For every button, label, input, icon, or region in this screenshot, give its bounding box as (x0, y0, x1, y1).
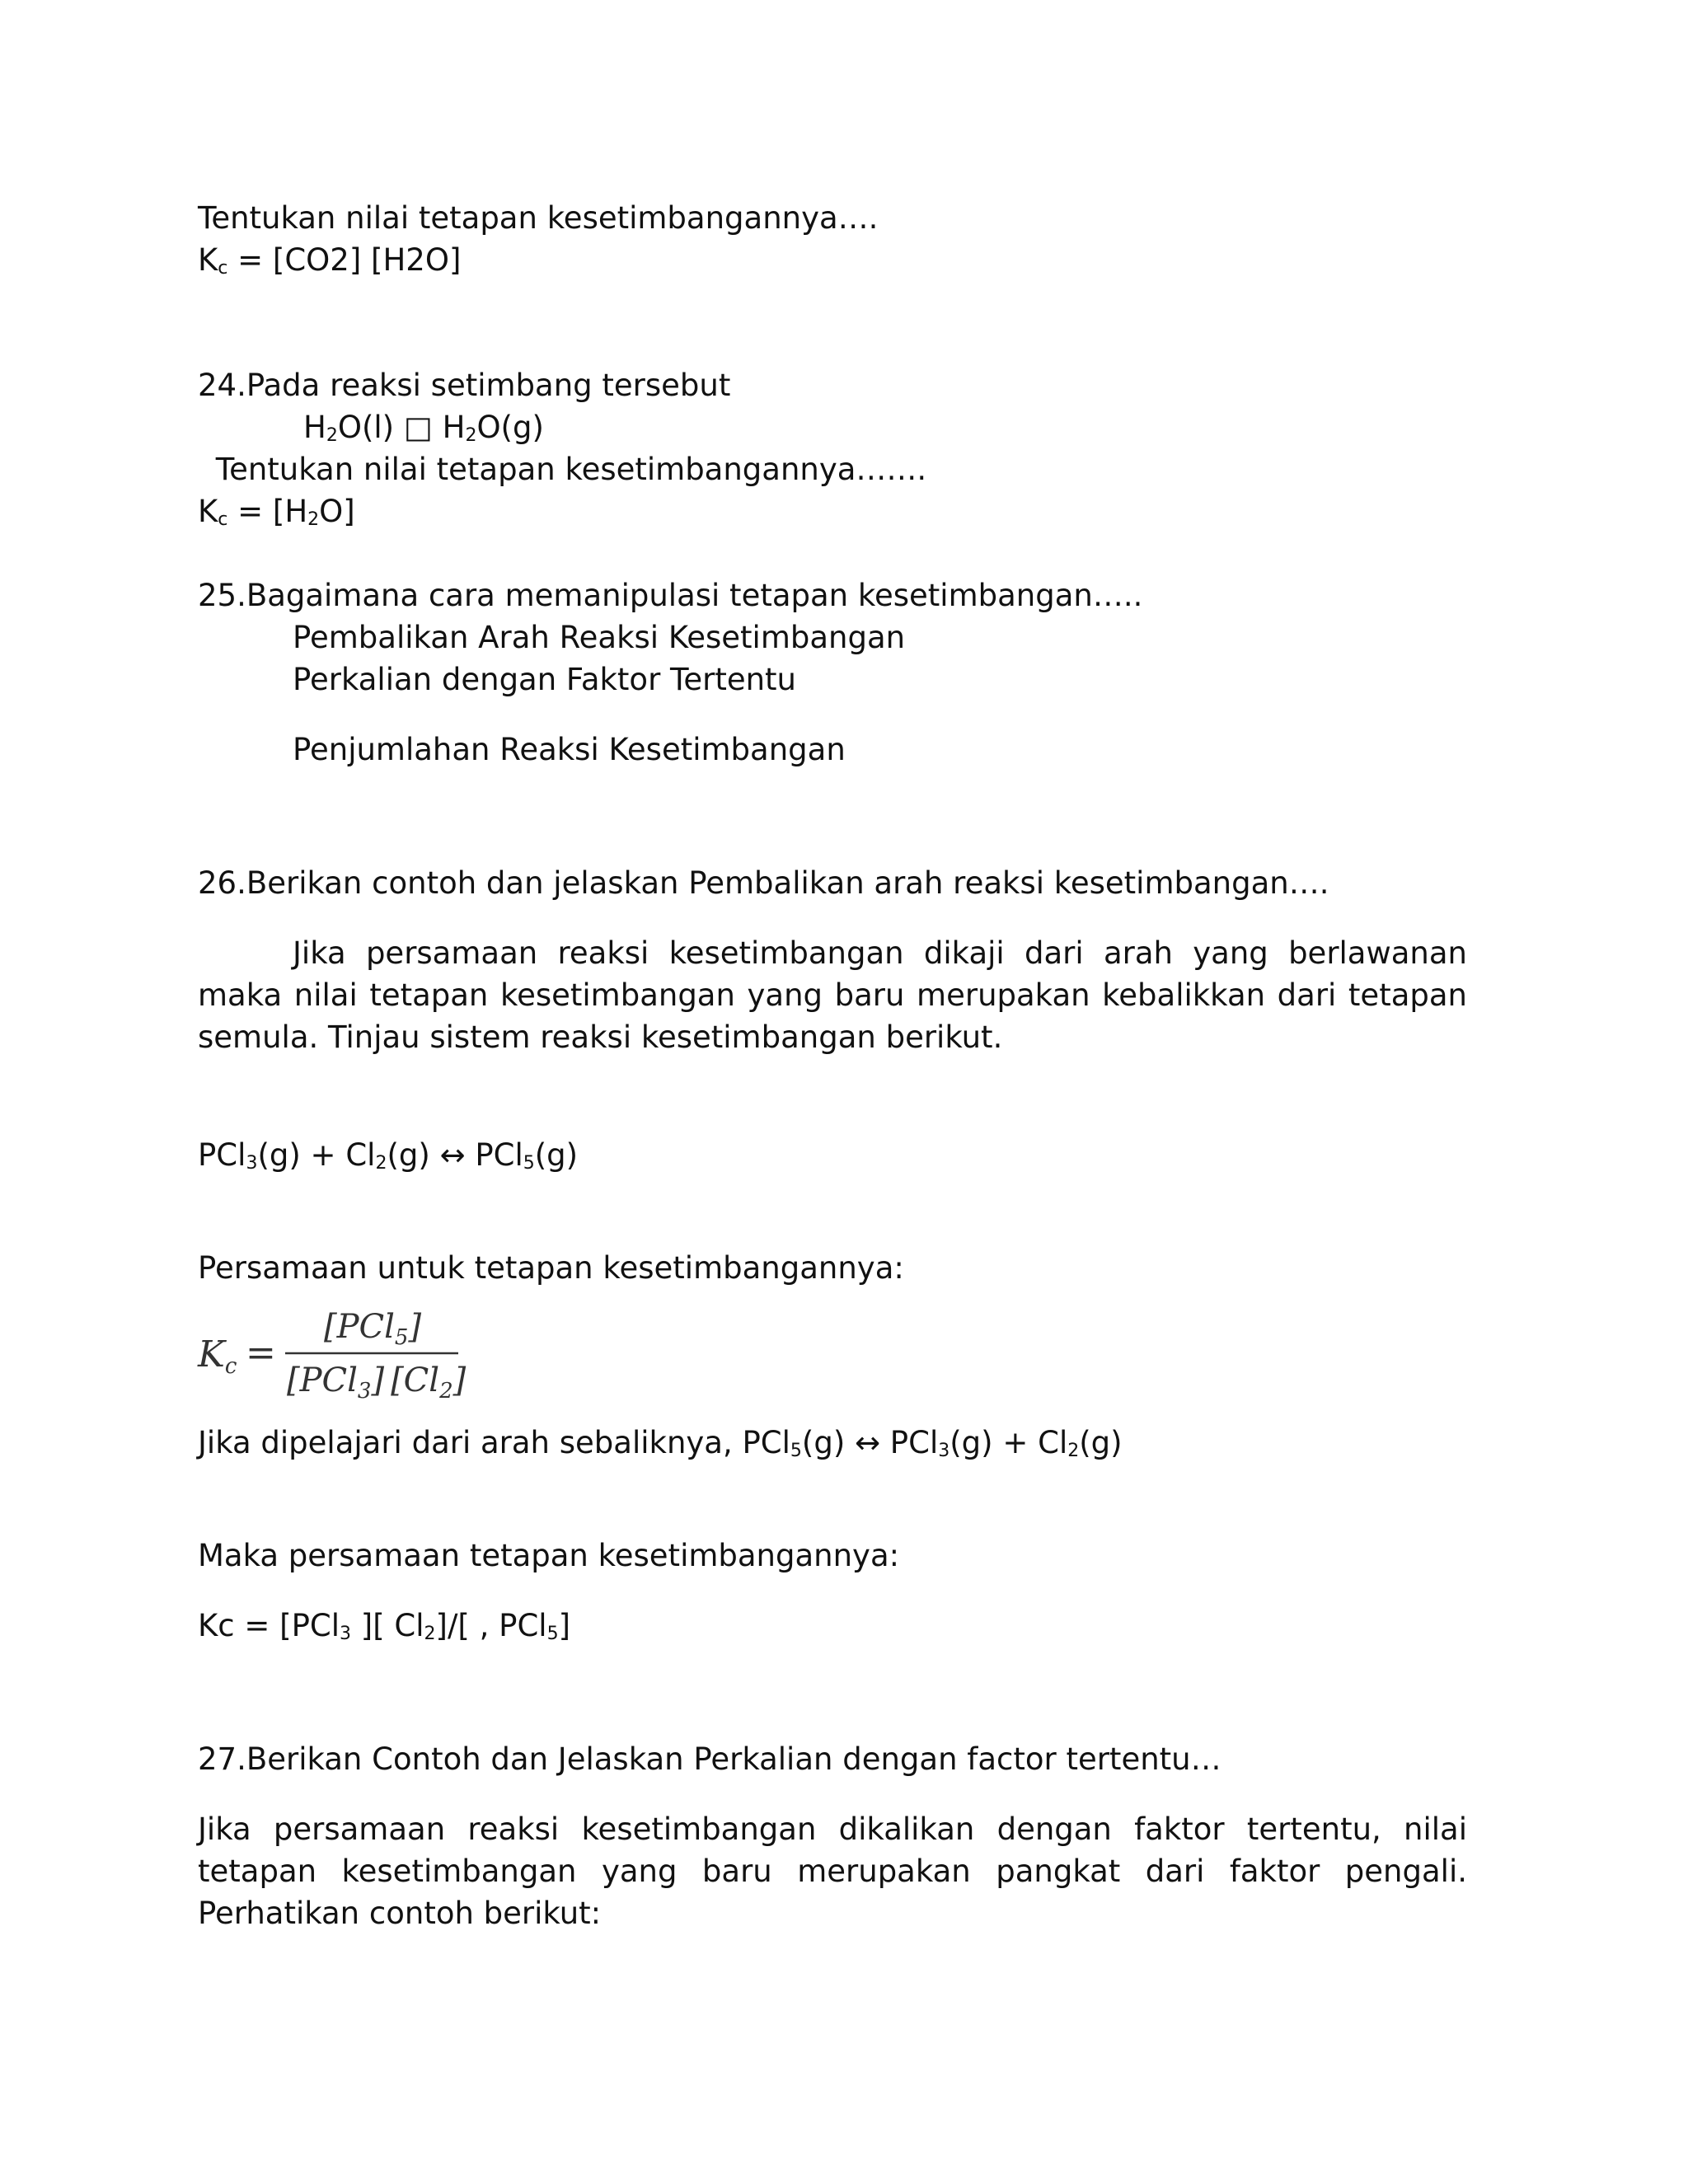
q23-answer: $K_c = [CO2]$ [H2O] (198, 242, 462, 279)
q26-block (198, 862, 1467, 904)
q24-equation: $H_2O(l)$ □ $H_2O(g)$ (303, 410, 544, 446)
svg-text:=: = (246, 1332, 276, 1374)
q25-item-reverse: Pembalikan Arah Reaksi Kesetimbangan (293, 620, 906, 655)
q26-maka: Maka persamaan tetapan kesetimbangannya: (198, 1538, 900, 1573)
q26-reverse: Jika dipelajari dari arah sebaliknya, PCl$_5$(g) ↔ $PCl_3(g) + Cl_2(g)$ (198, 1425, 1123, 1461)
kc-formula-graphic (196, 1302, 476, 1401)
q24-block (198, 364, 1467, 532)
q23-prompt: Tentukan nilai tetapan kesetimbangannya…. (198, 200, 879, 236)
q26-eq-label: Persamaan untuk tetapan kesetimbangannya: (198, 1250, 904, 1286)
q27-paragraph: Jika persamaan reaksi kesetimbangan dikalikan dengan faktor tertentu, nilai tetapan kesetimbangan yang baru merupakan pangkat dari faktor pengali. Perhatikan contoh berikut: (198, 1811, 1467, 1931)
q24-prompt: Tentukan nilai tetapan kesetimbangannya……. (206, 452, 927, 487)
q24-answer: $K_c = [H_2O]$ (198, 494, 355, 530)
q26-title: 26.Berikan contoh dan jelaskan Pembalikan arah reaksi kesetimbangan…. (198, 865, 1329, 901)
q24-title: 24.Pada reaksi setimbang tersebut (198, 368, 731, 403)
q25-item-multiply: Perkalian dengan Faktor Tertentu (293, 662, 797, 697)
q25-title: 25.Bagaimana cara memanipulasi tetapan kesetimbangan….. (198, 578, 1143, 613)
svg-text:[PCl3][Cl2]: [PCl$_3$] $[Cl_2]$ (287, 1361, 467, 1401)
q25-block (198, 574, 1467, 771)
q25-item-sum: Penjumlahan Reaksi Kesetimbangan (293, 732, 846, 767)
q26-kc: Kc = [PCl$_3$ ][ $Cl_2]/$[ , PCl$_5$] (198, 1608, 570, 1644)
q26-paragraph: Jika persamaan reaksi kesetimbangan dikaji dari arah yang berlawanan maka nilai tetapan kesetimbangan yang baru merupakan kebalikkan dari tetapan semula. Tinjau sistem reaksi kesetimbangan berikut. (198, 935, 1467, 1055)
kc-formula (196, 1302, 476, 1401)
q27-title: 27.Berikan Contoh dan Jelaskan Perkalian dengan factor tertentu… (198, 1741, 1221, 1777)
missing-glyph-box: □ (403, 410, 433, 445)
svg-text:Kc: Kc (198, 1333, 237, 1379)
q26-reaction: $PCl_3(g) + Cl_2(g)$ ↔ PCl$_5$(g) (198, 1137, 579, 1174)
q23-block (198, 197, 1467, 281)
svg-text:[PCl5]: [PCl$_5$] (324, 1308, 422, 1350)
